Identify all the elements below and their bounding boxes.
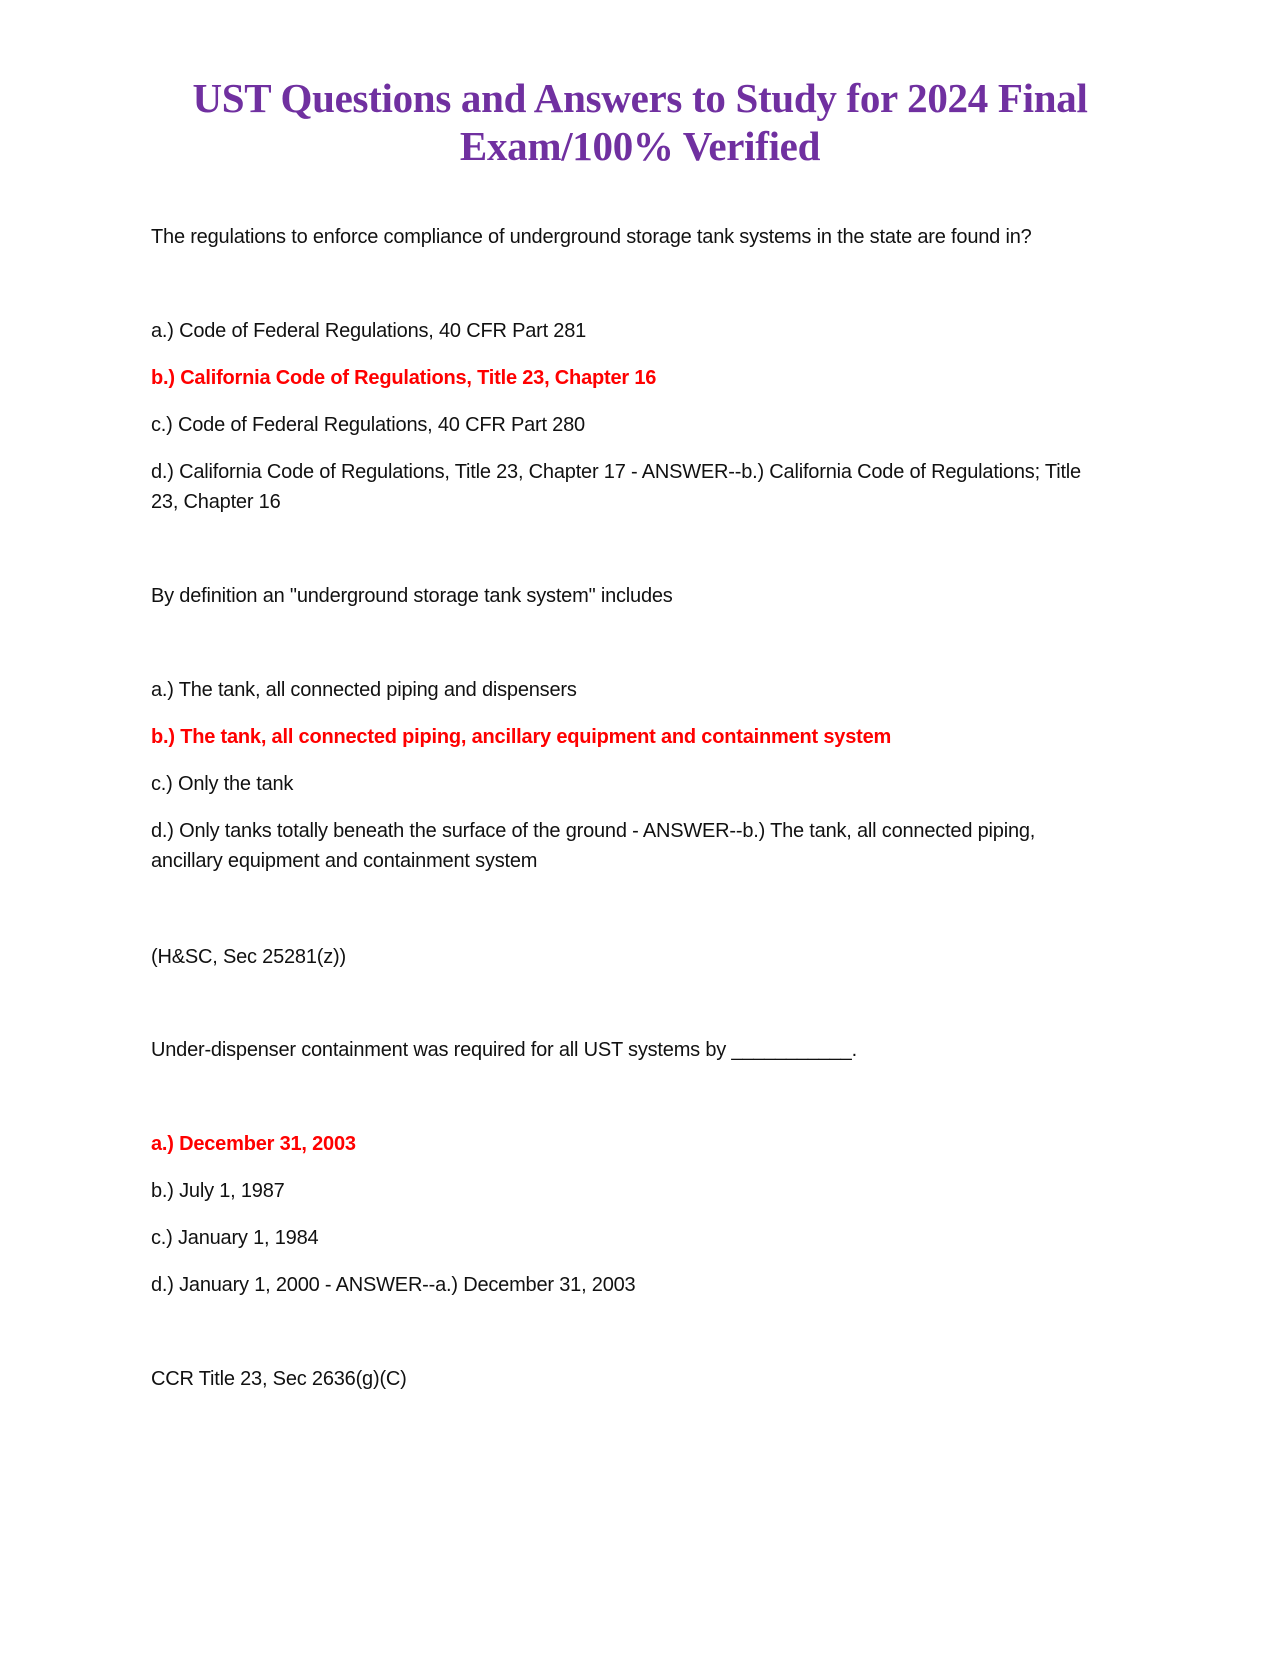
- question-3-option-b: b.) July 1, 1987: [151, 1180, 285, 1202]
- question-3-prompt: Under-dispenser containment was required for all UST systems by ___________.: [151, 1039, 857, 1061]
- question-1-prompt: The regulations to enforce compliance of underground storage tank systems in the state are found in?: [151, 226, 1032, 248]
- question-2-option-c: c.) Only the tank: [151, 773, 294, 795]
- question-3-option-a-correct: a.) December 31, 2003: [151, 1133, 356, 1155]
- question-3-reference: CCR Title 23, Sec 2636(g)(C): [151, 1368, 407, 1390]
- question-2-prompt: By definition an "underground storage tank system" includes: [151, 585, 673, 607]
- question-2-option-d-answer: d.) Only tanks totally beneath the surface of the ground - ANSWER--b.) The tank, all connected piping, ancillary equipment and containment system: [151, 820, 1036, 872]
- question-1-option-d-answer: d.) California Code of Regulations, Title 23, Chapter 17 - ANSWER--b.) California Code of Regulations; Title 23, Chapter 16: [151, 461, 1081, 513]
- question-2-reference: (H&SC, Sec 25281(z)): [151, 946, 346, 968]
- question-1-option-b-correct: b.) California Code of Regulations, Title 23, Chapter 16: [151, 367, 657, 389]
- question-3-option-d-answer: d.) January 1, 2000 - ANSWER--a.) December 31, 2003: [151, 1274, 636, 1296]
- question-3-option-c: c.) January 1, 1984: [151, 1227, 319, 1249]
- question-2-option-b-correct: b.) The tank, all connected piping, ancillary equipment and containment system: [151, 726, 892, 748]
- question-1-option-c: c.) Code of Federal Regulations, 40 CFR Part 280: [151, 414, 585, 436]
- question-1-option-a: a.) Code of Federal Regulations, 40 CFR Part 281: [151, 320, 587, 342]
- document-title: UST Questions and Answers to Study for 2024 Final Exam/100% Verified: [192, 75, 1088, 169]
- question-2-option-a: a.) The tank, all connected piping and dispensers: [151, 679, 577, 701]
